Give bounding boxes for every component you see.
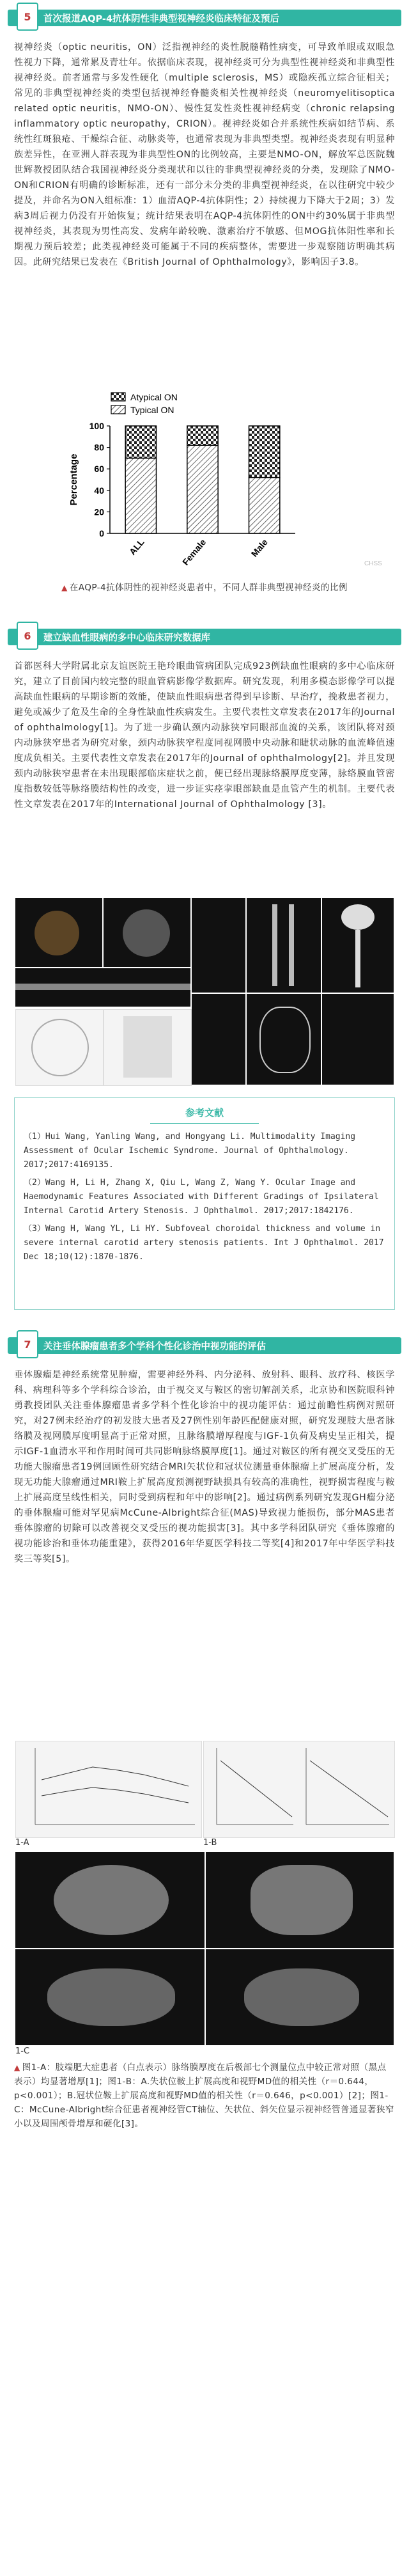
x-tick-label: Male xyxy=(249,537,270,559)
triangle-icon: ▲ xyxy=(14,2063,20,2072)
angiography-head xyxy=(247,994,321,1085)
chart-caption xyxy=(14,581,395,595)
y-tick-label: 100 xyxy=(89,421,104,431)
choroid-thickness-plot xyxy=(15,1741,202,1838)
figure-label: 1-B xyxy=(203,1838,217,1848)
section-number: 7 xyxy=(17,1330,38,1358)
bar-segment xyxy=(125,458,156,533)
atypical-on-chart xyxy=(14,388,395,577)
y-tick-label: 20 xyxy=(94,507,104,517)
section-paragraph: 首都医科大学附属北京友谊医院王艳玲眼曲管病团队完成923例缺血性眼病的多中心临床研究，建立了目前国内较完整的眼血管病影像学数据库。研究发现，利用多模态影像学可以提高缺血性眼病的早期诊断的效能，使缺血性眼病患者得到早诊断、早治疗，挽救患者视力，避免或减少了危及生命的全身性缺血性疾病发生。主要代表性文章发表在2017年的Journal of ophthalmology[1]。为了进一步确认颈内动脉狭窄同眼部血流的关系，该团队将对颈内动脉狭窄患者为研究对象，颈内动脉狭窄程度同视网膜中央动脉和睫状动脉的血流峰值速度成负相关。主要代表性文章发表在2017年的Journal of ophthalmology[2]。并且发现颈内动脉狭窄患者在未出现眼部临床症状之前，便已经出现脉络膜厚度变薄，脉络膜血管密度指数较低等脉络膜结构性的改变，进一步证实痉挛眼部缺血是血管产生的机制。主要代表性文章发表在2017年的International Journal of Ophthalmology [3]。 xyxy=(14,661,395,810)
section-5 xyxy=(0,3,409,270)
chart-caption-text: 在AQP-4抗体阴性的视神经炎患者中，不同人群非典型视神经炎的比例 xyxy=(69,583,348,593)
ultrasound-bottom xyxy=(192,994,245,1085)
references-block xyxy=(0,1090,409,1310)
section-6 xyxy=(0,622,409,812)
y-tick-label: 0 xyxy=(99,528,104,538)
section-header xyxy=(0,1330,409,1358)
y-axis-label: Percentage xyxy=(68,453,79,506)
ct-oblique xyxy=(206,1949,394,2045)
y-tick-label: 60 xyxy=(94,464,104,475)
legend-swatch xyxy=(111,393,125,401)
legend-swatch xyxy=(111,405,125,414)
y-tick-label: 80 xyxy=(94,442,104,453)
references-divider xyxy=(150,1123,259,1124)
section-title: 建立缺血性眼病的多中心临床研究数据库 xyxy=(43,632,210,643)
chart-watermark: CHSS xyxy=(364,560,382,567)
references-box xyxy=(14,1097,395,1310)
chart-svg xyxy=(14,388,395,577)
thickness-line-plot xyxy=(16,1741,201,1837)
references-title: 参考文献 xyxy=(185,1107,224,1119)
section-header xyxy=(0,622,409,650)
correlation-scatter xyxy=(204,1741,394,1837)
bar-segment xyxy=(187,445,218,533)
ultrasound-top xyxy=(192,898,245,993)
section-7 xyxy=(0,1330,409,1567)
legend-label: Typical ON xyxy=(130,405,174,415)
section-header xyxy=(0,3,409,31)
section-title: 关注垂体腺瘤患者多个学科个性化诊治中视功能的评估 xyxy=(43,1341,266,1352)
visual-field-plot xyxy=(15,1009,104,1086)
section-number: 5 xyxy=(17,3,38,31)
x-tick-label: ALL xyxy=(127,537,146,557)
figure-caption xyxy=(14,2061,395,2131)
legend-label: Atypical ON xyxy=(130,392,178,402)
ct-angiography-detail xyxy=(322,994,394,1085)
fundus-angiography xyxy=(104,898,190,967)
section-title: 首次报道AQP-4抗体阴性非典型视神经炎临床特征及预后 xyxy=(43,13,280,24)
bar-segment xyxy=(249,426,280,478)
bar-segment xyxy=(187,426,218,445)
reference-item: （3）Wang H, Wang YL, Li HY. Subfoveal choroidal thickness and volume in severe internal carotid artery stenosis patients. Int J Ophthalmol. 2017 Dec 18;10(12):1870-1876. xyxy=(24,1224,384,1262)
oct-scan xyxy=(15,968,190,1007)
section-number: 6 xyxy=(17,622,38,650)
figure-caption-text: 图1-A：肢端肥大症患者（白点表示）脉络膜厚度在后极部七个测量位点中较正常对照（黑点表示）均显著增厚[1]；图1-B：A.失状位鞍上扩展高度和视野MD值的相关性（r＝0.644，p<0.001）；B.冠状位鞍上扩展高度和视野MD值的相关性（r＝0.646，p<0.001）[2]；图1-C：McCune-Albright综合征患者视神经管CT轴位、矢状位、斜矢位显示视神经管普通显著狭窄小以及周围颅骨增厚和硬化[3]。 xyxy=(14,2062,394,2129)
figure-label: 1-A xyxy=(15,1838,29,1848)
chart-caption-block xyxy=(0,581,409,595)
triangle-icon: ▲ xyxy=(61,583,68,592)
angiography-neck xyxy=(247,898,321,993)
fundus-photo xyxy=(15,898,102,967)
ct-angiography xyxy=(322,898,394,993)
x-tick-label: Female xyxy=(180,537,208,567)
figure-label: 1-C xyxy=(15,2046,30,2056)
y-tick-label: 40 xyxy=(94,485,104,496)
reference-item: （1）Hui Wang, Yanling Wang, and Hongyang Li. Multimodality Imaging Assessment of Ocular Ischemic Syndrome. Journal of Ophthalmology. 2017;2017:4169135. xyxy=(24,1132,356,1170)
figure-caption-block xyxy=(0,2061,409,2131)
ct-coronal xyxy=(206,1852,394,1948)
section-paragraph: 垂体腺瘤是神经系统常见肿瘤，需要神经外科、内分泌科、放射科、眼科、放疗科、核医学科、病理科等多个学科综合诊治，由于视交叉与鞍区的密切解剖关系，北京协和医院眼科钟勇教授团队关注垂体腺瘤患者多学科个性化诊治中的视功能评估：通过前瞻性病例对照研究，对27例未经治疗的初发肢大患者及27例性别年龄匹配健康对照，研究发现肢大患者脉络膜及视网膜厚度明显高于正常对照，且脉络膜增厚程度与IGF-1负荷及病史呈正相关，提示IGF-1血清水平和作用时间可共同影响脉络膜厚度[1]。通过对鞍区的所有视交叉受压的无功能大腺瘤患者19例回顾性研究结合MRI矢状位和冠状位测量垂体腺瘤上扩展高度分析，发现无功能大腺瘤通过MRI鞍上扩展高度预测视野缺损具有较高的准确性，视野损害程度与鞍上扩展高度呈线性相关，同时受到病程和年中的影响[2]。通过病例系列研究发现GH瘤分泌的垂体腺瘤可能对罕见病McCune-Albright综合征(MAS)导致视力能损伤，部分MAS患者垂体腺瘤的切除可以改善视交叉受压的视功能损害[3]。其中多学科团队研究《垂体腺瘤的视功能诊治和垂体功能重建》，获得2016年华夏医学科技二等奖[4]和2017年中华医学科技奖三等奖[5]。 xyxy=(14,1370,395,1564)
reference-item: （2）Wang H, Li H, Zhang X, Qiu L, Wang Z, Wang Y. Ocular Image and Haemodynamic Features Associated with Different Gradings of Ipsilateral Internal Carotid Artery Stenosis. J Ophthalmol. 2017;2017:1842176. xyxy=(24,1178,379,1216)
bar-segment xyxy=(125,426,156,458)
md-correlation-plots xyxy=(203,1741,395,1838)
ct-axial xyxy=(15,1852,204,1948)
ct-sagittal xyxy=(15,1949,204,2045)
visual-field-grid xyxy=(104,1009,192,1086)
bar-segment xyxy=(249,478,280,533)
section-paragraph: 视神经炎（optic neuritis，ON）泛指视神经的炎性脱髓鞘性病变，可导致单眼或双眼急性视力下降，通常累及青壮年。依据临床表现，视神经炎可分为典型性视神经炎和非典型性视神经炎。前者通常与多发性硬化（multiple sclerosis，MS）或隐疾孤立综合征相关；常见的非典型视神经炎的类型包括视神经脊髓炎相关性视神经炎（neuromyelitisoptica related optic neuritis，NMO-ON）、慢性复发性炎性视神经病变（chronic relapsing inflammatory optic neuropathy，CRION）。视神经炎如合并系统性疾病如结节病、系统性红斑狼疮、干燥综合征、动脉炎等，也通常表现为非典型类型。视神经炎表现有明显种族差异性，在亚洲人群表现为非典型性ON的比例较高，主要是NMO-ON，解放军总医院魏世辉教授团队结合我国视神经炎分类现状和以往的非典型视神经炎的分类，发现除了NMO-ON和CRION有明确的诊断标准，还有一部分未分类的非典型视神经炎，在以往研究中较少提及，并命名为ON入组标准：1）血清AQP-4抗体阴性；2）持续视力下降大于2周；3）发病3周后视力仍没有开始恢复；统计结果表明在AQP-4抗体阴性的ON中约30%属于非典型视神经炎，其表现为男性高发、发病年龄较晚、激素治疗不敏感、但MOG抗体阳性率和长期视力预后较差；此类视神经炎可能属于不同的疾病整体，需要进一步观察随访明确其病因。此研究结果已发表在《British Journal of Ophthalmology》，影响因子3.8。 xyxy=(14,42,395,267)
